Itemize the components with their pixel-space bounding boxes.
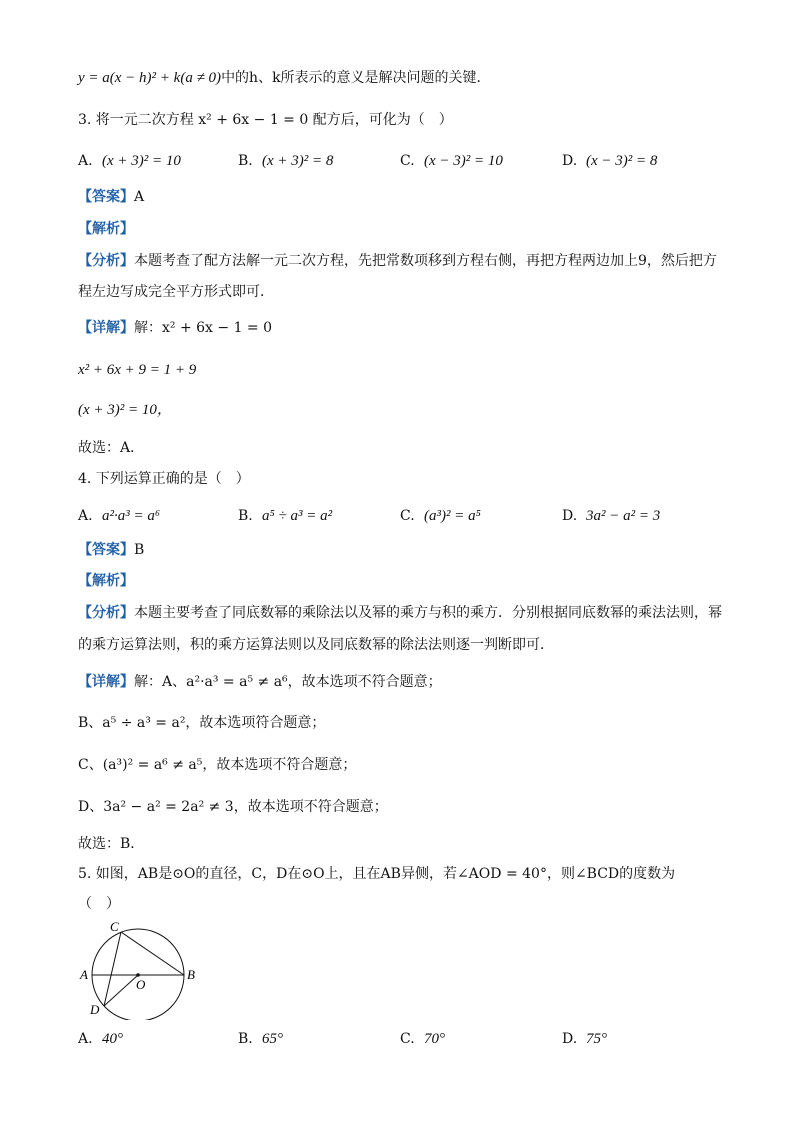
q4-stem: 4. 下列运算正确的是（ ） [78,471,250,487]
vertex-form-formula: y = a(x − h)² + k(a ≠ 0) [78,70,222,86]
chord-cd [104,932,121,1006]
label-d: D [90,1002,100,1017]
q3-detail-2: x² + 6x + 9 = 1 + 9 [78,362,197,378]
label-b: B [187,967,195,982]
q4-jiexi: 【解析】 [78,573,134,589]
q4-analysis-2: 的乘方运算法则，积的乘方运算法则以及同底数幂的除法法则逐一判断即可． [78,637,554,653]
q5-option-d: D. 75° [562,1031,607,1047]
q4-option-d: D. 3a² − a² = 3 [562,508,661,524]
q5-option-b: B. 65° [238,1031,283,1047]
q3-option-d: D. (x − 3)² = 8 [562,153,658,169]
q3-jiexi: 【解析】 [78,221,134,237]
q5-stem: 5. 如图，AB是⊙O的直径，C，D在⊙O上，且在AB异侧，若∠AOD = 40°，则∠BCD的度数为 [78,866,676,882]
q3-option-b: B. (x + 3)² = 8 [238,153,334,169]
q4-detail-1: 【详解】解：A、a²·a³ = a⁵ ≠ a⁶，故本选项不符合题意； [78,674,442,690]
q3-answer: 【答案】A [78,189,145,205]
label-c: C [110,919,119,934]
q4-option-b: B. a⁵ ÷ a³ = a² [238,508,333,524]
q3-analysis-1: 【分析】本题考查了配方法解一元二次方程，先把常数项移到方程右侧，再把方程两边加上9，然后把方 [78,253,717,269]
q5-option-c: C. 70° [400,1031,445,1047]
q4-detail-3: C、(a³)² = a⁶ ≠ a⁵，故本选项不符合题意； [78,757,357,773]
q4-detail-4: D、3a² − a² = 2a² ≠ 3，故本选项不符合题意； [78,799,388,815]
label-o: O [136,977,146,992]
q3-option-a: A. (x + 3)² = 10 [78,153,181,169]
q4-option-c: C. (a³)² = a⁵ [400,508,481,524]
q4-detail-2: B、a⁵ ÷ a³ = a²，故本选项符合题意； [78,715,326,731]
intro-text: 中的h、k所表示的意义是解决问题的关键． [221,70,491,86]
label-a: A [80,967,88,982]
intro-line [78,68,754,88]
q4-option-a: A. a²·a³ = a⁶ [78,508,161,524]
circle-figure [76,918,206,1020]
q3-detail-1: 【详解】解：x² + 6x − 1 = 0 [78,320,273,336]
q3-stem: 3. 将一元二次方程 x² + 6x − 1 = 0 配方后，可化为（ ） [78,112,453,128]
q4-choose: 故选：B． [78,836,145,852]
q4-answer: 【答案】B [78,542,145,558]
q3-choose: 故选：A． [78,440,145,456]
q3-analysis-2: 程左边写成完全平方形式即可． [78,284,274,300]
q3-option-c: C. (x − 3)² = 10 [400,153,503,169]
radius-od [104,975,138,1006]
q3-detail-3: (x + 3)² = 10， [78,402,172,418]
q5-option-a: A. 40° [78,1031,123,1047]
q5-stem-2: （ ） [78,896,120,912]
chord-cb [121,932,184,975]
q4-analysis-1: 【分析】本题主要考查了同底数幂的乘除法以及幂的乘方与积的乘方．分别根据同底数幂的乘法法则，幂 [78,605,722,621]
